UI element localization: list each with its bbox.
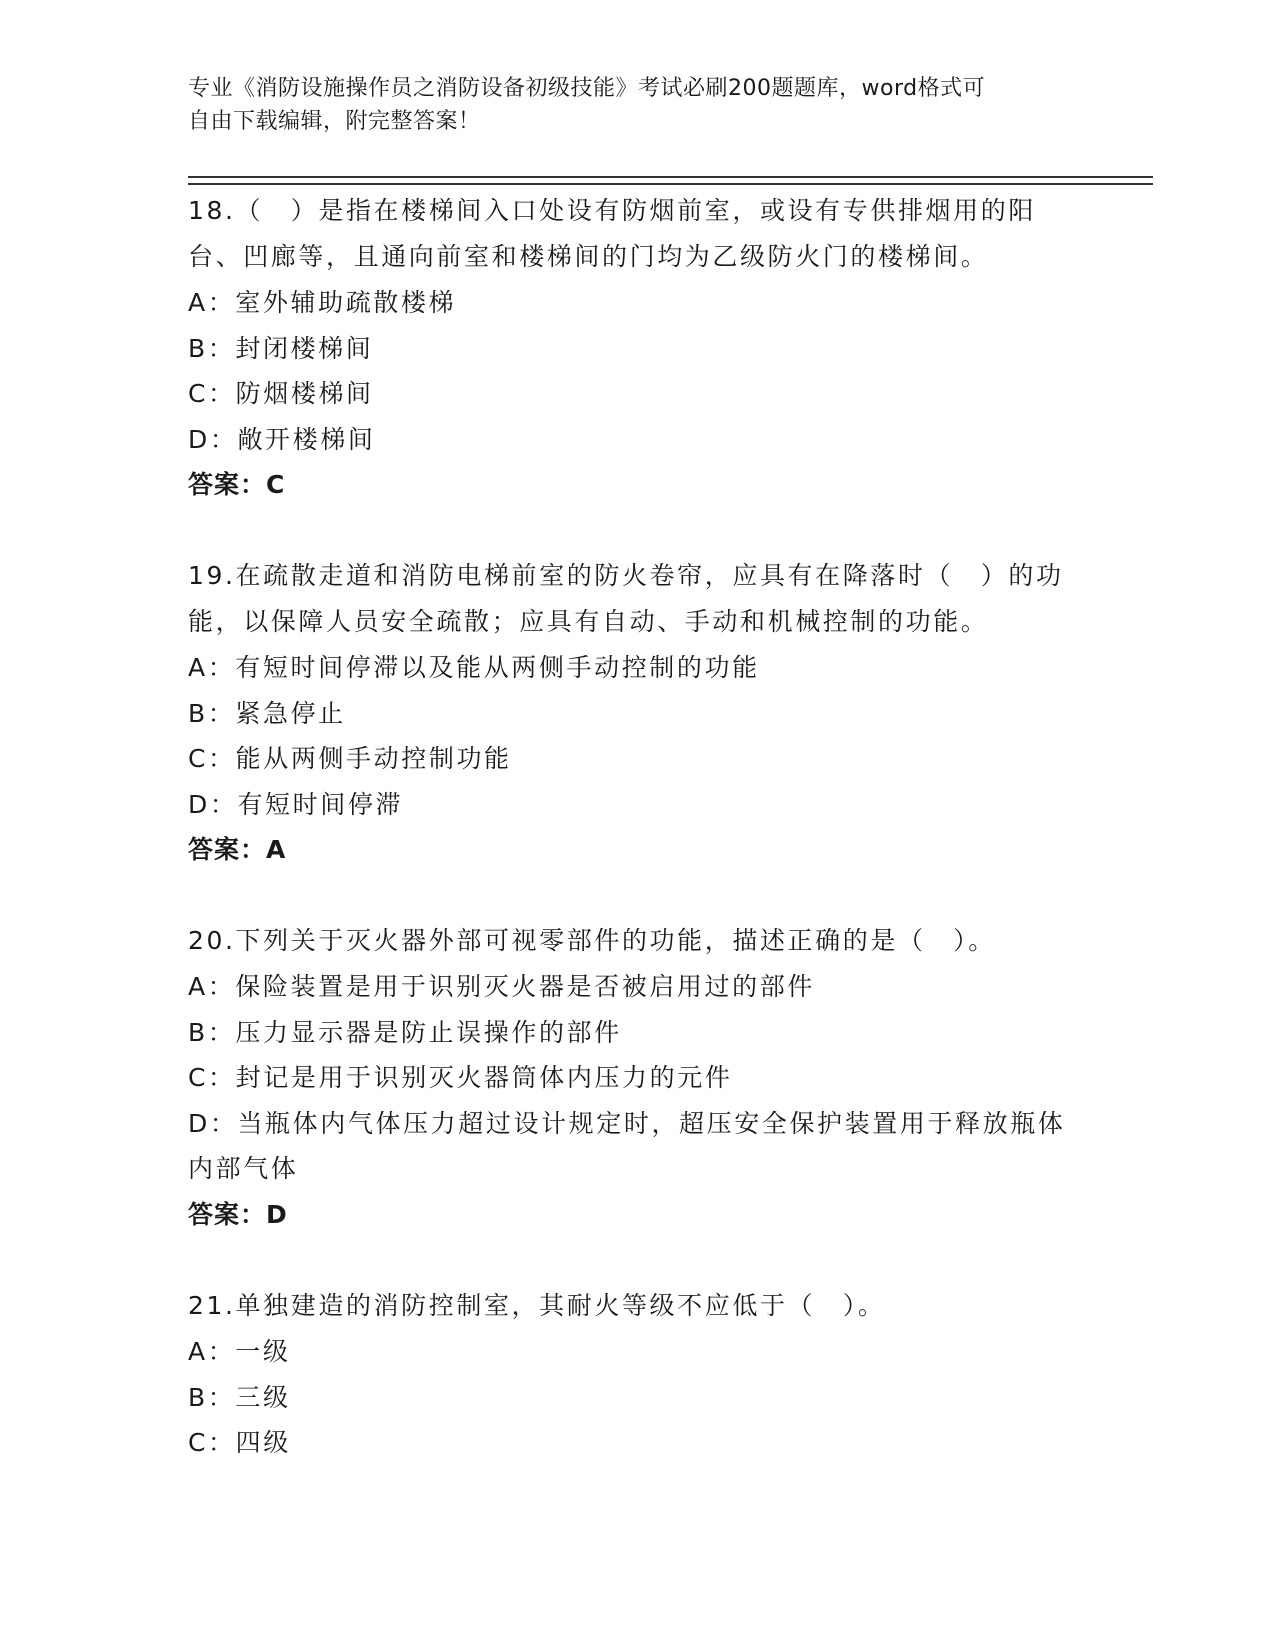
question-21 [188,1283,1088,1466]
answer: 答案：C [188,470,286,499]
question-stem: 21.单独建造的消防控制室，其耐火等级不应低于（ ）。 [188,1291,886,1320]
option-a: A：有短时间停滞以及能从两侧手动控制的功能 [188,653,760,682]
option-b: B：压力显示器是防止误操作的部件 [188,1017,622,1047]
answer: 答案：A [188,835,287,864]
option-c: C：封记是用于识别灭火器筒体内压力的元件 [188,1063,733,1092]
option-c: C：能从两侧手动控制功能 [188,744,512,773]
answer: 答案：D [188,1199,288,1229]
question-20 [188,918,1088,1238]
question-18 [188,188,1088,508]
option-b: B：封闭楼梯间 [188,333,374,363]
option-b: B：紧急停止 [188,698,346,728]
option-c: C：防烟楼梯间 [188,379,374,408]
option-a: A：保险装置是用于识别灭火器是否被启用过的部件 [188,972,815,1001]
header-divider-bottom [188,183,1153,185]
question-stem: 19.在疏散走道和消防电梯前室的防火卷帘，应具有在降落时（ ）的功能，以保障人员安全疏散；应具有自动、手动和机械控制的功能。 [188,561,1064,636]
header-line-2: 自由下载编辑，附完整答案！ [188,109,481,134]
option-d: D：有短时间停滞 [188,789,404,819]
document-header [188,72,1088,138]
header-divider-top [188,176,1153,178]
option-a: A：一级 [188,1337,291,1366]
header-line-1: 专业《消防设施操作员之消防设备初级技能》考试必刷200题题库，word格式可 [188,76,986,101]
question-stem: 20.下列关于灭火器外部可视零部件的功能，描述正确的是（ ）。 [188,926,996,955]
question-stem: 18.（ ）是指在楼梯间入口处设有防烟前室，或设有专供排烟用的阳台、凹廊等，且通向前室和楼梯间的门均为乙级防火门的楼梯间。 [188,196,1036,271]
option-a: A：室外辅助疏散楼梯 [188,288,457,317]
option-b: B：三级 [188,1382,291,1412]
option-d: D：敞开楼梯间 [188,424,376,454]
option-d: D：当瓶体内气体压力超过设计规定时，超压安全保护装置用于释放瓶体内部气体 [188,1108,1066,1183]
question-19 [188,553,1088,873]
option-c: C：四级 [188,1428,291,1457]
